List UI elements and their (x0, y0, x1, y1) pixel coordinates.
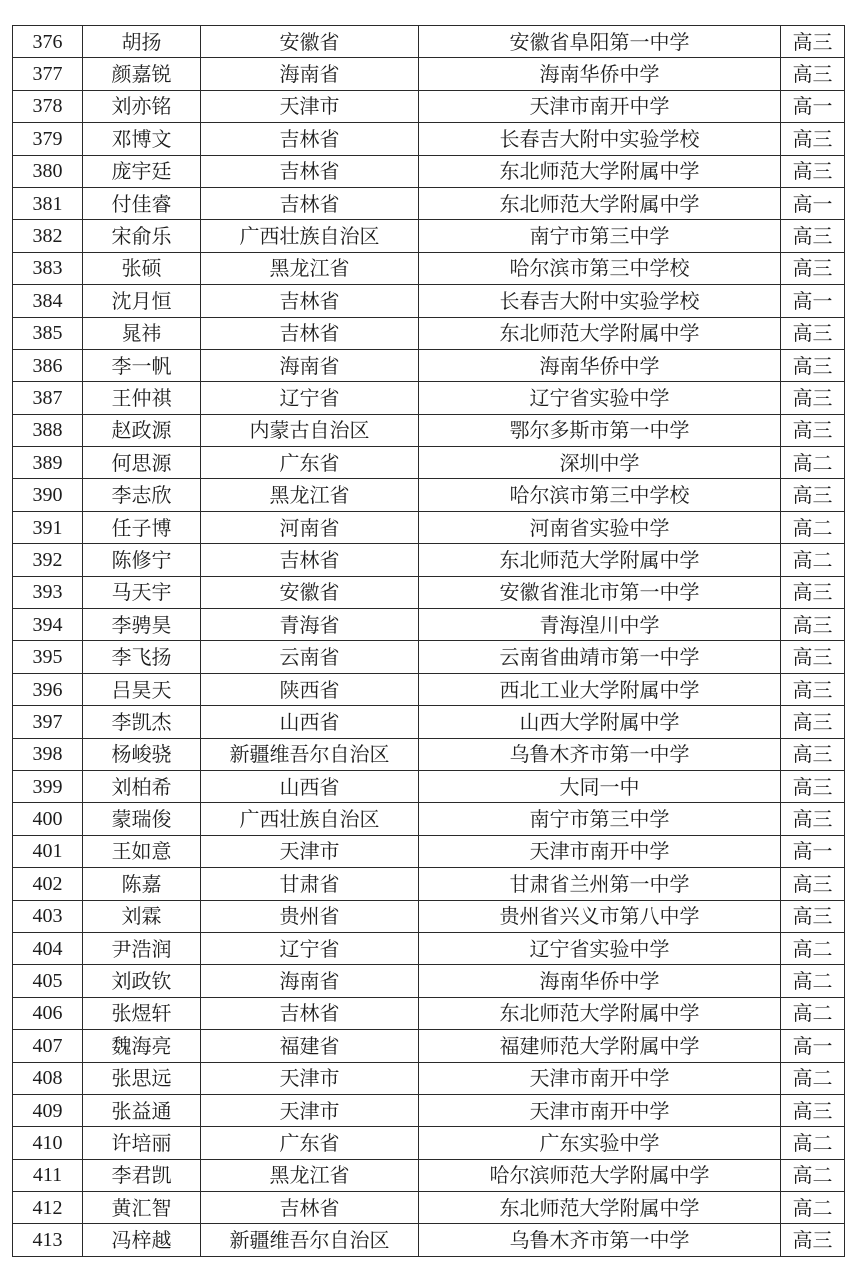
table-row (13, 544, 845, 576)
roster-table-body (13, 26, 845, 1257)
student-name-cell: 付佳睿 (83, 187, 201, 219)
row-number-cell: 406 (13, 997, 83, 1029)
school-cell: 西北工业大学附属中学 (419, 673, 781, 705)
school-cell: 安徽省阜阳第一中学 (419, 26, 781, 58)
grade-cell: 高三 (781, 349, 845, 381)
row-number-cell: 408 (13, 1062, 83, 1094)
province-cell: 天津市 (201, 90, 419, 122)
grade-cell: 高一 (781, 90, 845, 122)
student-name-cell: 蒙瑞俊 (83, 803, 201, 835)
school-cell: 哈尔滨市第三中学校 (419, 479, 781, 511)
row-number-cell: 376 (13, 26, 83, 58)
row-number-cell: 412 (13, 1192, 83, 1224)
province-cell: 广西壮族自治区 (201, 220, 419, 252)
province-cell: 海南省 (201, 965, 419, 997)
table-row (13, 187, 845, 219)
row-number-cell: 409 (13, 1094, 83, 1126)
row-number-cell: 403 (13, 900, 83, 932)
student-name-cell: 赵政源 (83, 414, 201, 446)
table-row (13, 1192, 845, 1224)
grade-cell: 高三 (781, 252, 845, 284)
table-row (13, 1159, 845, 1191)
grade-cell: 高三 (781, 479, 845, 511)
student-name-cell: 尹浩润 (83, 932, 201, 964)
table-row (13, 479, 845, 511)
row-number-cell: 395 (13, 641, 83, 673)
table-row (13, 1224, 845, 1256)
student-name-cell: 何思源 (83, 447, 201, 479)
table-row (13, 252, 845, 284)
row-number-cell: 398 (13, 738, 83, 770)
province-cell: 海南省 (201, 58, 419, 90)
province-cell: 黑龙江省 (201, 1159, 419, 1191)
province-cell: 陕西省 (201, 673, 419, 705)
school-cell: 南宁市第三中学 (419, 803, 781, 835)
table-row (13, 58, 845, 90)
province-cell: 新疆维吾尔自治区 (201, 1224, 419, 1256)
row-number-cell: 387 (13, 382, 83, 414)
student-name-cell: 邓博文 (83, 123, 201, 155)
school-cell: 天津市南开中学 (419, 1062, 781, 1094)
student-name-cell: 刘政钦 (83, 965, 201, 997)
grade-cell: 高三 (781, 26, 845, 58)
row-number-cell: 399 (13, 770, 83, 802)
table-row (13, 1030, 845, 1062)
grade-cell: 高三 (781, 868, 845, 900)
grade-cell: 高三 (781, 1094, 845, 1126)
row-number-cell: 388 (13, 414, 83, 446)
table-row (13, 317, 845, 349)
grade-cell: 高二 (781, 1062, 845, 1094)
student-name-cell: 黄汇智 (83, 1192, 201, 1224)
grade-cell: 高二 (781, 965, 845, 997)
province-cell: 吉林省 (201, 123, 419, 155)
province-cell: 广东省 (201, 1127, 419, 1159)
table-row (13, 997, 845, 1029)
row-number-cell: 384 (13, 285, 83, 317)
school-cell: 大同一中 (419, 770, 781, 802)
student-name-cell: 魏海亮 (83, 1030, 201, 1062)
student-name-cell: 张益通 (83, 1094, 201, 1126)
row-number-cell: 402 (13, 868, 83, 900)
grade-cell: 高二 (781, 932, 845, 964)
school-cell: 东北师范大学附属中学 (419, 187, 781, 219)
row-number-cell: 378 (13, 90, 83, 122)
grade-cell: 高二 (781, 1127, 845, 1159)
table-row (13, 1094, 845, 1126)
student-name-cell: 冯梓越 (83, 1224, 201, 1256)
student-name-cell: 吕昊天 (83, 673, 201, 705)
roster-table (12, 25, 845, 1257)
grade-cell: 高三 (781, 382, 845, 414)
row-number-cell: 386 (13, 349, 83, 381)
school-cell: 南宁市第三中学 (419, 220, 781, 252)
table-row (13, 803, 845, 835)
school-cell: 海南华侨中学 (419, 349, 781, 381)
grade-cell: 高三 (781, 706, 845, 738)
province-cell: 吉林省 (201, 1192, 419, 1224)
student-name-cell: 胡扬 (83, 26, 201, 58)
table-row (13, 414, 845, 446)
school-cell: 云南省曲靖市第一中学 (419, 641, 781, 673)
grade-cell: 高三 (781, 414, 845, 446)
province-cell: 吉林省 (201, 317, 419, 349)
row-number-cell: 390 (13, 479, 83, 511)
school-cell: 安徽省淮北市第一中学 (419, 576, 781, 608)
student-name-cell: 陈嘉 (83, 868, 201, 900)
student-name-cell: 马天宇 (83, 576, 201, 608)
school-cell: 甘肃省兰州第一中学 (419, 868, 781, 900)
student-name-cell: 陈修宁 (83, 544, 201, 576)
table-row (13, 155, 845, 187)
grade-cell: 高三 (781, 1224, 845, 1256)
grade-cell: 高三 (781, 576, 845, 608)
province-cell: 甘肃省 (201, 868, 419, 900)
school-cell: 辽宁省实验中学 (419, 382, 781, 414)
student-name-cell: 李骋昊 (83, 609, 201, 641)
student-name-cell: 刘霖 (83, 900, 201, 932)
school-cell: 哈尔滨市第三中学校 (419, 252, 781, 284)
province-cell: 天津市 (201, 1062, 419, 1094)
grade-cell: 高二 (781, 1192, 845, 1224)
table-row (13, 1127, 845, 1159)
grade-cell: 高三 (781, 220, 845, 252)
grade-cell: 高三 (781, 123, 845, 155)
school-cell: 深圳中学 (419, 447, 781, 479)
student-name-cell: 杨峻骁 (83, 738, 201, 770)
student-name-cell: 王仲祺 (83, 382, 201, 414)
school-cell: 辽宁省实验中学 (419, 932, 781, 964)
school-cell: 乌鲁木齐市第一中学 (419, 738, 781, 770)
table-row (13, 447, 845, 479)
table-row (13, 706, 845, 738)
student-name-cell: 李凯杰 (83, 706, 201, 738)
table-row (13, 349, 845, 381)
province-cell: 广东省 (201, 447, 419, 479)
province-cell: 吉林省 (201, 544, 419, 576)
table-row (13, 123, 845, 155)
row-number-cell: 383 (13, 252, 83, 284)
row-number-cell: 391 (13, 511, 83, 543)
grade-cell: 高三 (781, 738, 845, 770)
table-row (13, 609, 845, 641)
row-number-cell: 393 (13, 576, 83, 608)
province-cell: 河南省 (201, 511, 419, 543)
table-row (13, 641, 845, 673)
school-cell: 福建师范大学附属中学 (419, 1030, 781, 1062)
school-cell: 天津市南开中学 (419, 1094, 781, 1126)
school-cell: 东北师范大学附属中学 (419, 155, 781, 187)
grade-cell: 高二 (781, 511, 845, 543)
school-cell: 广东实验中学 (419, 1127, 781, 1159)
table-row (13, 26, 845, 58)
province-cell: 安徽省 (201, 576, 419, 608)
student-name-cell: 张煜轩 (83, 997, 201, 1029)
row-number-cell: 377 (13, 58, 83, 90)
table-row (13, 738, 845, 770)
province-cell: 海南省 (201, 349, 419, 381)
student-name-cell: 晁祎 (83, 317, 201, 349)
student-name-cell: 颜嘉锐 (83, 58, 201, 90)
row-number-cell: 385 (13, 317, 83, 349)
grade-cell: 高一 (781, 835, 845, 867)
grade-cell: 高二 (781, 447, 845, 479)
school-cell: 乌鲁木齐市第一中学 (419, 1224, 781, 1256)
table-row (13, 285, 845, 317)
school-cell: 海南华侨中学 (419, 58, 781, 90)
school-cell: 长春吉大附中实验学校 (419, 285, 781, 317)
grade-cell: 高二 (781, 997, 845, 1029)
school-cell: 长春吉大附中实验学校 (419, 123, 781, 155)
grade-cell: 高三 (781, 673, 845, 705)
province-cell: 山西省 (201, 706, 419, 738)
grade-cell: 高三 (781, 770, 845, 802)
row-number-cell: 389 (13, 447, 83, 479)
school-cell: 天津市南开中学 (419, 835, 781, 867)
row-number-cell: 400 (13, 803, 83, 835)
school-cell: 青海湟川中学 (419, 609, 781, 641)
student-name-cell: 王如意 (83, 835, 201, 867)
roster-sheet (12, 25, 844, 1257)
row-number-cell: 411 (13, 1159, 83, 1191)
student-name-cell: 张硕 (83, 252, 201, 284)
student-name-cell: 李一帆 (83, 349, 201, 381)
school-cell: 东北师范大学附属中学 (419, 544, 781, 576)
grade-cell: 高三 (781, 641, 845, 673)
province-cell: 新疆维吾尔自治区 (201, 738, 419, 770)
grade-cell: 高三 (781, 609, 845, 641)
province-cell: 福建省 (201, 1030, 419, 1062)
student-name-cell: 庞宇廷 (83, 155, 201, 187)
table-row (13, 673, 845, 705)
grade-cell: 高一 (781, 1030, 845, 1062)
province-cell: 青海省 (201, 609, 419, 641)
grade-cell: 高三 (781, 803, 845, 835)
row-number-cell: 405 (13, 965, 83, 997)
school-cell: 鄂尔多斯市第一中学 (419, 414, 781, 446)
grade-cell: 高二 (781, 1159, 845, 1191)
student-name-cell: 刘柏希 (83, 770, 201, 802)
province-cell: 云南省 (201, 641, 419, 673)
province-cell: 吉林省 (201, 155, 419, 187)
grade-cell: 高三 (781, 58, 845, 90)
province-cell: 辽宁省 (201, 382, 419, 414)
row-number-cell: 413 (13, 1224, 83, 1256)
student-name-cell: 李君凯 (83, 1159, 201, 1191)
student-name-cell: 张思远 (83, 1062, 201, 1094)
province-cell: 辽宁省 (201, 932, 419, 964)
table-row (13, 932, 845, 964)
grade-cell: 高三 (781, 317, 845, 349)
row-number-cell: 392 (13, 544, 83, 576)
student-name-cell: 任子博 (83, 511, 201, 543)
school-cell: 天津市南开中学 (419, 90, 781, 122)
row-number-cell: 379 (13, 123, 83, 155)
school-cell: 山西大学附属中学 (419, 706, 781, 738)
school-cell: 河南省实验中学 (419, 511, 781, 543)
province-cell: 广西壮族自治区 (201, 803, 419, 835)
row-number-cell: 396 (13, 673, 83, 705)
student-name-cell: 宋俞乐 (83, 220, 201, 252)
grade-cell: 高一 (781, 187, 845, 219)
student-name-cell: 李志欣 (83, 479, 201, 511)
table-row (13, 900, 845, 932)
student-name-cell: 刘亦铭 (83, 90, 201, 122)
student-name-cell: 李飞扬 (83, 641, 201, 673)
row-number-cell: 401 (13, 835, 83, 867)
table-row (13, 511, 845, 543)
table-row (13, 382, 845, 414)
student-name-cell: 许培丽 (83, 1127, 201, 1159)
province-cell: 吉林省 (201, 285, 419, 317)
province-cell: 黑龙江省 (201, 479, 419, 511)
table-row (13, 965, 845, 997)
province-cell: 内蒙古自治区 (201, 414, 419, 446)
grade-cell: 高三 (781, 155, 845, 187)
province-cell: 黑龙江省 (201, 252, 419, 284)
table-row (13, 220, 845, 252)
row-number-cell: 404 (13, 932, 83, 964)
school-cell: 东北师范大学附属中学 (419, 997, 781, 1029)
province-cell: 贵州省 (201, 900, 419, 932)
table-row (13, 770, 845, 802)
row-number-cell: 382 (13, 220, 83, 252)
table-row (13, 868, 845, 900)
row-number-cell: 394 (13, 609, 83, 641)
row-number-cell: 380 (13, 155, 83, 187)
school-cell: 东北师范大学附属中学 (419, 1192, 781, 1224)
grade-cell: 高二 (781, 544, 845, 576)
grade-cell: 高三 (781, 900, 845, 932)
row-number-cell: 407 (13, 1030, 83, 1062)
row-number-cell: 381 (13, 187, 83, 219)
province-cell: 天津市 (201, 1094, 419, 1126)
school-cell: 哈尔滨师范大学附属中学 (419, 1159, 781, 1191)
row-number-cell: 410 (13, 1127, 83, 1159)
grade-cell: 高一 (781, 285, 845, 317)
school-cell: 海南华侨中学 (419, 965, 781, 997)
school-cell: 东北师范大学附属中学 (419, 317, 781, 349)
province-cell: 天津市 (201, 835, 419, 867)
table-row (13, 1062, 845, 1094)
school-cell: 贵州省兴义市第八中学 (419, 900, 781, 932)
province-cell: 吉林省 (201, 187, 419, 219)
row-number-cell: 397 (13, 706, 83, 738)
table-row (13, 90, 845, 122)
table-row (13, 576, 845, 608)
province-cell: 吉林省 (201, 997, 419, 1029)
province-cell: 山西省 (201, 770, 419, 802)
student-name-cell: 沈月恒 (83, 285, 201, 317)
province-cell: 安徽省 (201, 26, 419, 58)
table-row (13, 835, 845, 867)
